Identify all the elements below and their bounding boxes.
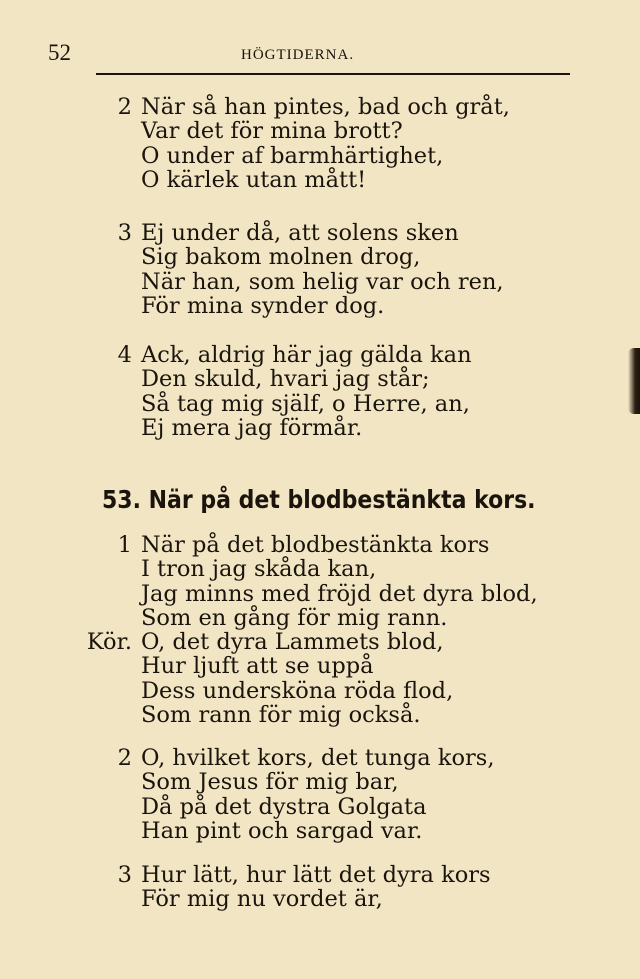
verse-line: Dess undersköna röda flod, <box>141 677 454 704</box>
verse-line: Han pint och sargad var. <box>141 818 423 845</box>
page-edge-mark <box>628 348 640 414</box>
verse-line: O kärlek utan mått! <box>141 167 367 194</box>
verse-number: 2 <box>117 94 132 120</box>
verse-line: Ej under då, att solens sken <box>141 220 459 246</box>
verse-line: Så tag mig själf, o Herre, an, <box>141 390 470 417</box>
verse-line: Ej mera jag förmår. <box>141 415 363 442</box>
verse-line: Ack, aldrig här jag gälda kan <box>141 342 472 368</box>
page-header <box>48 40 570 70</box>
verse-line: Hur lätt, hur lätt det dyra kors <box>141 862 491 888</box>
verse-line: När så han pintes, bad och gråt, <box>141 94 510 120</box>
chorus-label: Kör. <box>86 629 132 655</box>
running-head: HÖGTIDERNA. <box>241 47 355 63</box>
hymn-title: 53. När på det blodbestänkta kors. <box>102 485 536 514</box>
verse-line: För mina synder dog. <box>141 293 385 320</box>
verse-line: Då på det dystra Golgata <box>141 793 427 820</box>
verse-line: Sig bakom molnen drog, <box>141 244 421 271</box>
page-number: 52 <box>48 40 71 65</box>
verse-line: I tron jag skåda kan, <box>141 556 377 583</box>
verse-line: Som rann för mig också. <box>141 702 421 729</box>
verse-line: När han, som helig var och ren, <box>141 268 504 295</box>
verse-line: Jag minns med fröjd det dyra blod, <box>141 580 538 607</box>
header-rule <box>96 73 570 75</box>
verse-line: Den skuld, hvari jag står; <box>141 366 430 393</box>
verse-number: 4 <box>117 342 132 368</box>
verse-line: O, det dyra Lammets blod, <box>141 629 444 655</box>
verse-line: Som en gång för mig rann. <box>141 605 448 632</box>
verse-line: O, hvilket kors, det tunga kors, <box>141 745 495 771</box>
verse-line: Var det för mina brott? <box>141 118 403 145</box>
verse-line: Som Jesus för mig bar, <box>141 769 399 796</box>
verse-number: 3 <box>117 862 132 888</box>
verse-line: O under af barmhärtighet, <box>141 142 444 169</box>
verse-number: 3 <box>117 220 132 246</box>
verse-number: 2 <box>117 745 132 771</box>
verse-line: För mig nu vordet är, <box>141 886 383 913</box>
verse-line: När på det blodbestänkta kors <box>141 532 490 558</box>
verse-number: 1 <box>117 532 132 558</box>
verse-line: Hur ljuft att se uppå <box>141 653 374 680</box>
